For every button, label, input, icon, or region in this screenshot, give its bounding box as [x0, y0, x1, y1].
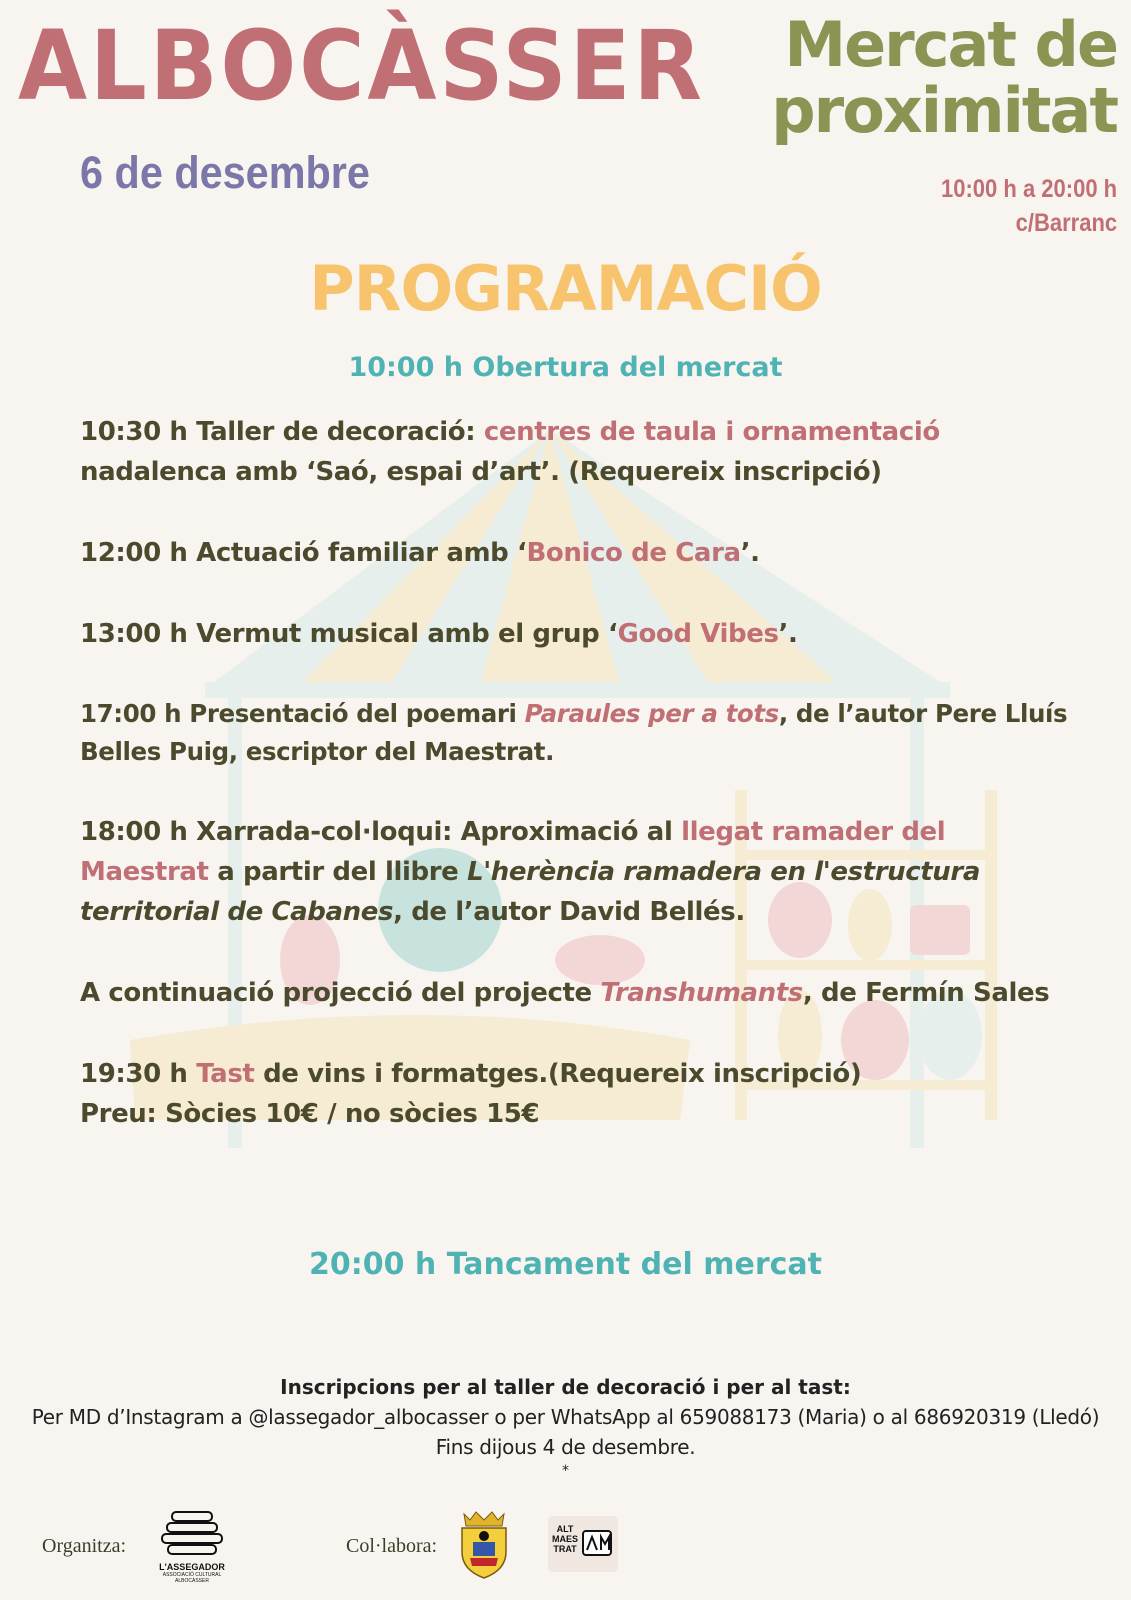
market-hours: 10:00 h a 20:00 h: [940, 175, 1117, 203]
alt-maestrat-icon: [582, 1530, 612, 1556]
closing-time: 20:00 h Tancament del mercat: [308, 1247, 823, 1282]
town-name: ALBOCÀSSER: [18, 10, 705, 122]
opening-time: 10:00 h Obertura del mercat: [348, 352, 783, 383]
market-title: [771, 8, 1117, 147]
program-item: 12:00 h Actuació familiar amb ‘Bonico de Cara’.: [80, 538, 760, 568]
sheep-stack-icon: [152, 1508, 232, 1558]
event-date: 6 de desembre: [80, 147, 370, 198]
schedule-location: [941, 172, 1117, 240]
program-item: A continuació projecció del projecte Transhumants, de Fermín Sales: [80, 978, 1050, 1008]
coat-of-arms-icon: [456, 1508, 512, 1580]
program-title: PROGRAMACIÓ: [309, 252, 822, 325]
registration-contact: Per MD d’Instagram a @lassegador_albocasser o per WhatsApp al 659088173 (Maria) o al 686920319 (Lledó): [31, 1405, 1100, 1429]
program-list: [80, 412, 1070, 1134]
registration-deadline: Fins dijous 4 de desembre.: [435, 1435, 696, 1459]
assegador-logo: L'ASSEGADOR ASSOCIACIÓ CULTURAL ALBOCÀSSER: [152, 1508, 232, 1584]
program-item: 19:30 h Tast de vins i formatges.(Requereix inscripció) Preu: Sòcies 10€ / no sòcies 15€: [80, 1059, 862, 1129]
program-item: 17:00 h Presentació del poemari Paraules per a tots, de l’autor Pere Lluís Belles Puig, escriptor del Maestrat.: [80, 699, 1068, 766]
alt-maestrat-logo: ALT MAES TRAT: [548, 1516, 618, 1572]
collaborator-label: Col·labora:: [346, 1535, 438, 1557]
market-title-line1: Mercat de: [784, 8, 1117, 81]
organizer-label: Organitza:: [42, 1535, 127, 1557]
market-location: c/Barranc: [1015, 209, 1117, 237]
program-item: 18:00 h Xarrada-col·loqui: Aproximació al llegat ramader del Maestrat a partir del llibre L'herència ramadera en l'estructura territorial de Cabanes, de l’autor David Bellés.: [80, 817, 980, 927]
program-item: 13:00 h Vermut musical amb el grup ‘Good Vibes’.: [80, 619, 798, 649]
market-title-line2: proximitat: [771, 74, 1117, 147]
price-info: Preu: Sòcies 10€ / no sòcies 15€: [80, 1099, 540, 1129]
org-logo-name: L'ASSEGADOR: [159, 1562, 225, 1572]
registration-heading: Inscripcions per al taller de decoració i per al tast:: [280, 1375, 851, 1399]
program-item: 10:30 h Taller de decoració: centres de taula i ornamentació nadalenca amb ‘Saó, espai d’art’. (Requereix inscripció): [80, 417, 940, 487]
footnote-star: *: [562, 1463, 569, 1479]
registration-info: [0, 1372, 1131, 1480]
